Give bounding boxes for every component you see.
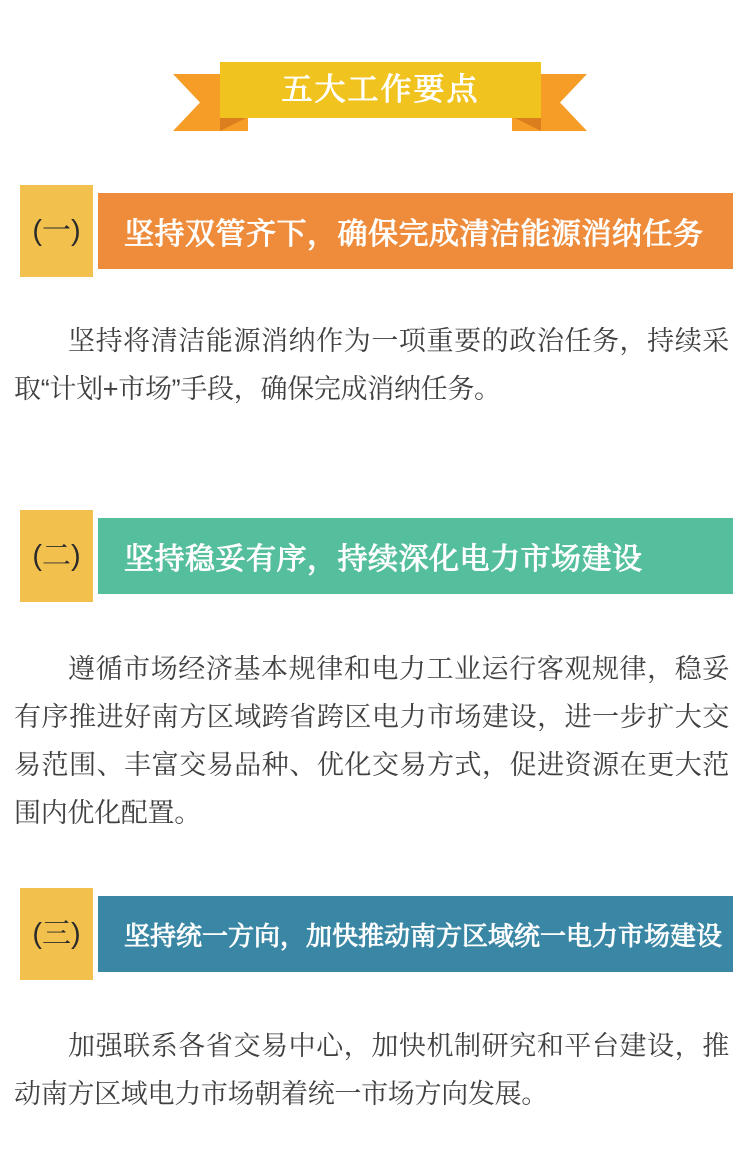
page-title: 五大工作要点 (220, 62, 541, 118)
section-index-label-2: (二) (20, 510, 93, 602)
section-title-2: 坚持稳妥有序，持续深化电力市场建设 (124, 543, 643, 576)
section-paragraph-3: 加强联系各省交易中心，加快机制研究和平台建设，推动南方区域电力市场朝着统一市场方向发展。 (14, 1031, 729, 1109)
section-header-3 (0, 888, 743, 980)
section-header-1 (0, 185, 743, 277)
section-index-label-3: (三) (20, 888, 93, 980)
section-header-2 (0, 510, 743, 602)
section-index-label-1: (一) (20, 185, 93, 277)
section-title-bar-1 (98, 193, 733, 269)
section-title-bar-2 (98, 518, 733, 594)
section-title-bar-3 (98, 896, 733, 972)
section-title-3: 坚持统一方向，加快推动南方区域统一电力市场建设 (124, 920, 723, 951)
section-title-1: 坚持双管齐下，确保完成清洁能源消纳任务 (124, 218, 704, 251)
ribbon-banner (0, 62, 743, 134)
section-paragraph-2: 遵循市场经济基本规律和电力工业运行客观规律，稳妥有序推进好南方区域跨省跨区电力市场建设，进一步扩大交易范围、丰富交易品种、优化交易方式，促进资源在更大范围内优化配置。 (14, 654, 729, 828)
section-paragraph-1: 坚持将清洁能源消纳作为一项重要的政治任务，持续采取“计划+市场”手段，确保完成消纳任务。 (14, 326, 729, 404)
